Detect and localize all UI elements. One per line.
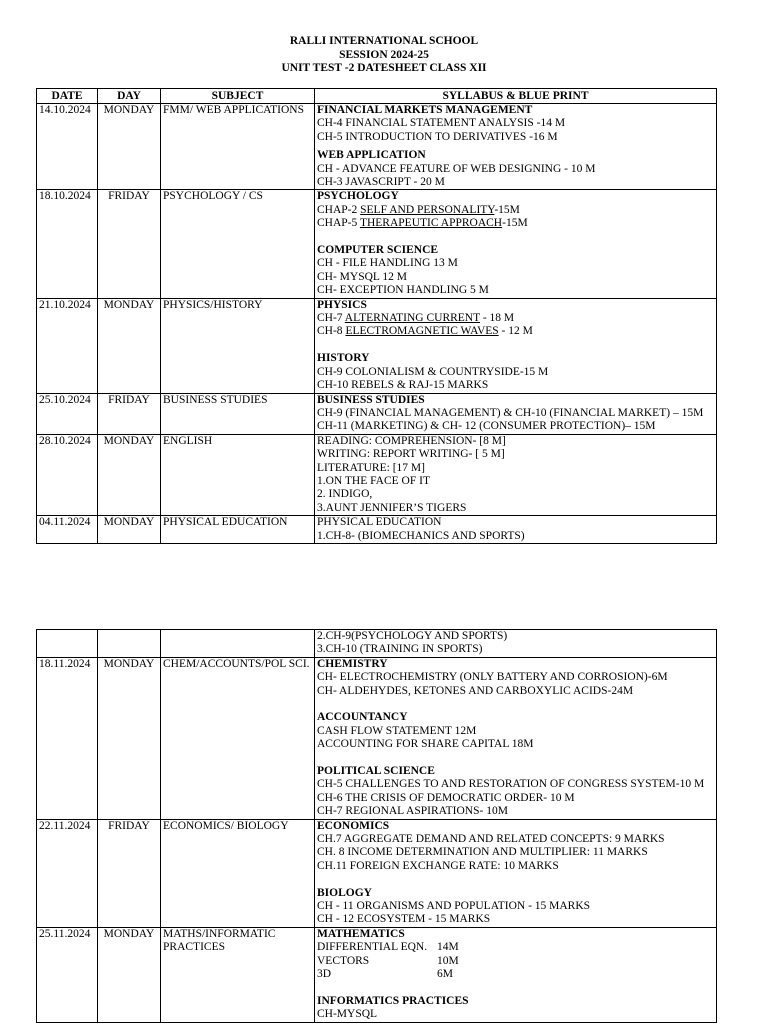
day-cell bbox=[98, 630, 161, 658]
subject-cell: MATHS/INFORMATIC PRACTICES bbox=[161, 927, 315, 1022]
syllabus-line: CH-9 (FINANCIAL MANAGEMENT) & CH-10 (FINANCIAL MARKET) – 15M bbox=[317, 406, 704, 419]
day-cell: FRIDAY bbox=[98, 393, 161, 434]
subject-cell: FMM/ WEB APPLICATIONS bbox=[161, 104, 315, 190]
day-cell: MONDAY bbox=[98, 927, 161, 1022]
day-cell: MONDAY bbox=[98, 516, 161, 544]
syllabus-line bbox=[317, 217, 714, 230]
document-header bbox=[0, 35, 768, 76]
syllabus-line: CH- MYSQL 12 M bbox=[317, 270, 407, 283]
table-header-row bbox=[37, 89, 717, 104]
syllabus-cell bbox=[315, 516, 717, 544]
chapter-title: ALTERNATING CURRENT bbox=[344, 312, 480, 325]
syllabus-line: CH-7 REGIONAL ASPIRATIONS- 10M bbox=[317, 805, 508, 818]
school-name: RALLI INTERNATIONAL SCHOOL bbox=[289, 35, 479, 47]
syllabus-line bbox=[317, 325, 714, 338]
syllabus-cell bbox=[315, 298, 717, 393]
section-spacer bbox=[317, 873, 714, 886]
date-cell: 22.11.2024 bbox=[37, 819, 98, 927]
topic-name: DIFFERENTIAL EQN. bbox=[317, 941, 428, 954]
chapter-marks: -15M bbox=[494, 203, 520, 216]
section-spacer bbox=[317, 698, 714, 711]
section-heading: WEB APPLICATION bbox=[317, 149, 426, 162]
syllabus-cell bbox=[315, 190, 717, 298]
syllabus-line: WRITING: REPORT WRITING- [ 5 M] bbox=[317, 448, 505, 461]
section-spacer bbox=[317, 752, 714, 765]
syllabus-line bbox=[317, 941, 714, 954]
syllabus-line: CH-5 INTRODUCTION TO DERIVATIVES -16 M bbox=[317, 130, 558, 143]
chapter-marks: - 12 M bbox=[498, 325, 533, 338]
syllabus-line: CH - 11 ORGANISMS AND POPULATION - 15 MARKS bbox=[317, 900, 591, 913]
subject-cell: ENGLISH bbox=[161, 434, 315, 515]
session-line: SESSION 2024-25 bbox=[339, 48, 429, 61]
syllabus-line: 1.ON THE FACE OF IT bbox=[317, 474, 430, 487]
table-row bbox=[37, 819, 717, 927]
syllabus-line: CH-11 (MARKETING) & CH- 12 (CONSUMER PROTECTION)– 15M bbox=[317, 420, 656, 433]
syllabus-line: CH - ADVANCE FEATURE OF WEB DESIGNING - 10 M bbox=[317, 162, 596, 175]
datesheet-table-continued bbox=[36, 629, 717, 1023]
date-cell: 04.11.2024 bbox=[37, 516, 98, 544]
section-spacer bbox=[317, 339, 714, 352]
syllabus-line: CH.7 AGGREGATE DEMAND AND RELATED CONCEPTS: 9 MARKS bbox=[317, 833, 665, 846]
section-heading: INFORMATICS PRACTICES bbox=[317, 994, 469, 1007]
subject-cell: PHYSICAL EDUCATION bbox=[161, 516, 315, 544]
section-heading: ACCOUNTANCY bbox=[317, 711, 408, 724]
section-heading: COMPUTER SCIENCE bbox=[317, 244, 439, 257]
section-heading: ECONOMICS bbox=[317, 819, 390, 832]
syllabus-cell bbox=[315, 927, 717, 1022]
subject-cell: PSYCHOLOGY / CS bbox=[161, 190, 315, 298]
topic-marks: 14M bbox=[437, 941, 459, 954]
syllabus-line: CH.11 FOREIGN EXCHANGE RATE: 10 MARKS bbox=[317, 859, 559, 872]
section-spacer bbox=[317, 231, 714, 244]
syllabus-line: CH-MYSQL bbox=[317, 1008, 378, 1021]
day-cell: MONDAY bbox=[98, 298, 161, 393]
syllabus-line: CH-10 REBELS & RAJ-15 MARKS bbox=[317, 379, 489, 392]
column-header-syllabus: SYLLABUS & BLUE PRINT bbox=[315, 89, 717, 104]
syllabus-line: CASH FLOW STATEMENT 12M bbox=[317, 724, 477, 737]
section-heading: HISTORY bbox=[317, 352, 370, 365]
date-cell: 21.10.2024 bbox=[37, 298, 98, 393]
table-row bbox=[37, 190, 717, 298]
date-cell bbox=[37, 630, 98, 658]
day-cell: FRIDAY bbox=[98, 190, 161, 298]
subject-cell: CHEM/ACCOUNTS/POL SCI. bbox=[161, 657, 315, 819]
section-heading: POLITICAL SCIENCE bbox=[317, 765, 435, 778]
chapter-marks: - 18 M bbox=[479, 312, 515, 325]
section-heading: PSYCHOLOGY bbox=[317, 190, 399, 203]
syllabus-line bbox=[317, 312, 714, 325]
syllabus-line: CH-3 JAVASCRIPT - 20 M bbox=[317, 176, 445, 189]
subject-cell: PHYSICS/HISTORY bbox=[161, 298, 315, 393]
syllabus-line: CH. 8 INCOME DETERMINATION AND MULTIPLIER: 11 MARKS bbox=[317, 846, 648, 859]
table-row bbox=[37, 927, 717, 1022]
date-cell: 25.10.2024 bbox=[37, 393, 98, 434]
syllabus-cell bbox=[315, 434, 717, 515]
syllabus-line: 3.AUNT JENNIFER’S TIGERS bbox=[317, 501, 467, 514]
column-header-date: DATE bbox=[37, 89, 98, 104]
date-cell: 25.11.2024 bbox=[37, 927, 98, 1022]
syllabus-line: LITERATURE: [17 M] bbox=[317, 461, 425, 474]
chapter-prefix: CHAP-2 bbox=[317, 203, 361, 216]
syllabus-line: CH - 12 ECOSYSTEM - 15 MARKS bbox=[317, 913, 491, 926]
syllabus-cell bbox=[315, 104, 717, 190]
date-cell: 28.10.2024 bbox=[37, 434, 98, 515]
table-row bbox=[37, 298, 717, 393]
chapter-marks: -15M bbox=[502, 217, 528, 230]
syllabus-line: PHYSICAL EDUCATION bbox=[317, 516, 442, 529]
syllabus-line: 2.CH-9(PSYCHOLOGY AND SPORTS) bbox=[317, 630, 508, 642]
syllabus-line: CH-6 THE CRISIS OF DEMOCRATIC ORDER- 10 M bbox=[317, 791, 575, 804]
syllabus-line bbox=[317, 204, 714, 217]
syllabus-line: CH-5 CHALLENGES TO AND RESTORATION OF CONGRESS SYSTEM-10 M bbox=[317, 778, 705, 791]
syllabus-line: READING: COMPREHENSION- [8 M] bbox=[317, 434, 506, 447]
section-heading: CHEMISTRY bbox=[317, 657, 388, 670]
subject-cell bbox=[161, 630, 315, 658]
syllabus-line: CH- EXCEPTION HANDLING 5 M bbox=[317, 284, 489, 297]
date-cell: 18.10.2024 bbox=[37, 190, 98, 298]
syllabus-line: 2. INDIGO, bbox=[317, 488, 373, 501]
topic-marks: 10M bbox=[437, 954, 459, 967]
day-cell: MONDAY bbox=[98, 434, 161, 515]
chapter-title: SELF AND PERSONALITY bbox=[360, 203, 495, 216]
table-row bbox=[37, 516, 717, 544]
topic-name: 3D bbox=[317, 968, 332, 981]
chapter-prefix: CH-8 bbox=[317, 325, 346, 338]
topic-marks: 6M bbox=[437, 968, 453, 981]
chapter-prefix: CHAP-5 bbox=[317, 217, 360, 230]
syllabus-line: ACCOUNTING FOR SHARE CAPITAL 18M bbox=[317, 738, 534, 751]
section-heading: FINANCIAL MARKETS MANAGEMENT bbox=[317, 104, 533, 116]
day-cell: MONDAY bbox=[98, 104, 161, 190]
section-heading: BUSINESS STUDIES bbox=[317, 393, 425, 406]
datesheet-body bbox=[37, 104, 717, 544]
syllabus-line: 3.CH-10 (TRAINING IN SPORTS) bbox=[317, 643, 483, 656]
syllabus-line: CH - FILE HANDLING 13 M bbox=[317, 257, 458, 270]
column-header-subject: SUBJECT bbox=[161, 89, 315, 104]
syllabus-cell bbox=[315, 819, 717, 927]
syllabus-line: CH-9 COLONIALISM & COUNTRYSIDE-15 M bbox=[317, 365, 549, 378]
topic-name: VECTORS bbox=[317, 954, 370, 967]
section-spacer bbox=[317, 982, 714, 995]
table-row bbox=[37, 657, 717, 819]
table-row bbox=[37, 104, 717, 190]
section-heading: PHYSICS bbox=[317, 298, 367, 311]
syllabus-line bbox=[317, 955, 714, 968]
syllabus-line: 1.CH-8- (BIOMECHANICS AND SPORTS) bbox=[317, 529, 525, 542]
subject-cell: BUSINESS STUDIES bbox=[161, 393, 315, 434]
table-row bbox=[37, 434, 717, 515]
datesheet-table bbox=[36, 88, 717, 544]
section-heading: MATHEMATICS bbox=[317, 927, 405, 940]
syllabus-cell bbox=[315, 630, 717, 658]
syllabus-line: CH-4 FINANCIAL STATEMENT ANALYSIS -14 M bbox=[317, 117, 566, 130]
syllabus-line bbox=[317, 968, 714, 981]
column-header-day: DAY bbox=[98, 89, 161, 104]
syllabus-cell bbox=[315, 393, 717, 434]
datesheet-title: UNIT TEST -2 DATESHEET CLASS XII bbox=[281, 62, 487, 74]
chapter-title: THERAPEUTIC APPROACH bbox=[359, 217, 503, 230]
date-cell: 14.10.2024 bbox=[37, 104, 98, 190]
syllabus-cell bbox=[315, 657, 717, 819]
chapter-prefix: CH-7 bbox=[317, 312, 345, 325]
day-cell: MONDAY bbox=[98, 657, 161, 819]
chapter-title: ELECTROMAGNETIC WAVES bbox=[345, 325, 499, 338]
section-heading: BIOLOGY bbox=[317, 886, 372, 899]
syllabus-line: CH- ELECTROCHEMISTRY (ONLY BATTERY AND CORROSION)-6M bbox=[317, 671, 668, 684]
date-cell: 18.11.2024 bbox=[37, 657, 98, 819]
syllabus-line: CH- ALDEHYDES, KETONES AND CARBOXYLIC ACIDS-24M bbox=[317, 684, 634, 697]
subject-cell: ECONOMICS/ BIOLOGY bbox=[161, 819, 315, 927]
table-row bbox=[37, 393, 717, 434]
day-cell: FRIDAY bbox=[98, 819, 161, 927]
datesheet-body-continued bbox=[37, 630, 717, 1023]
table-row bbox=[37, 630, 717, 658]
